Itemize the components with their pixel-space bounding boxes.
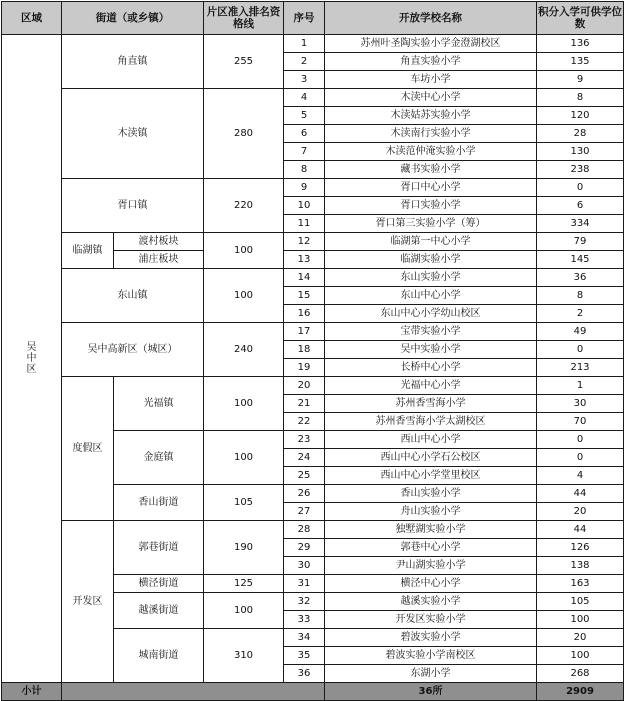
index-cell: 25 [284, 467, 325, 485]
cutoff-cell: 125 [204, 575, 284, 593]
index-cell: 24 [284, 449, 325, 467]
index-cell: 34 [284, 629, 325, 647]
cutoff-cell: 310 [204, 629, 284, 683]
subtotal-schools: 36所 [325, 683, 537, 701]
cutoff-cell: 240 [204, 323, 284, 377]
quota-cell: 135 [537, 53, 624, 71]
quota-cell: 6 [537, 197, 624, 215]
header-index: 序号 [284, 2, 325, 35]
table-row [2, 269, 624, 287]
school-cell: 临湖实验小学 [325, 251, 537, 269]
index-cell: 13 [284, 251, 325, 269]
quota-cell: 2 [537, 305, 624, 323]
school-cell: 西山中心小学堂里校区 [325, 467, 537, 485]
index-cell: 22 [284, 413, 325, 431]
school-cell: 长桥中心小学 [325, 359, 537, 377]
school-cell: 香山实验小学 [325, 485, 537, 503]
quota-cell: 8 [537, 287, 624, 305]
index-cell: 36 [284, 665, 325, 683]
table-row [2, 521, 624, 539]
region-char: 中 [26, 353, 37, 364]
school-cell: 郭巷中心小学 [325, 539, 537, 557]
table-row [2, 35, 624, 53]
school-cell: 碧波实验小学南校区 [325, 647, 537, 665]
cutoff-cell: 100 [204, 593, 284, 629]
table-row [2, 323, 624, 341]
substreet-cell: 香山街道 [114, 485, 204, 521]
index-cell: 18 [284, 341, 325, 359]
quota-cell: 130 [537, 143, 624, 161]
street-cell: 胥口镇 [62, 179, 204, 233]
table-row [2, 89, 624, 107]
quota-cell: 0 [537, 431, 624, 449]
cutoff-cell: 105 [204, 485, 284, 521]
quota-cell: 8 [537, 89, 624, 107]
subtotal-quota: 2909 [537, 683, 624, 701]
quota-cell: 20 [537, 629, 624, 647]
quota-cell: 145 [537, 251, 624, 269]
header-street: 街道（或乡镇） [62, 2, 204, 35]
quota-cell: 163 [537, 575, 624, 593]
street-cell: 吴中高新区（城区） [62, 323, 204, 377]
table-row [2, 377, 624, 395]
school-cell: 木渎姑苏实验小学 [325, 107, 537, 125]
school-cell: 开发区实验小学 [325, 611, 537, 629]
cutoff-cell: 100 [204, 233, 284, 269]
header-quota: 积分入学可供学位数 [537, 2, 624, 35]
school-cell: 车坊小学 [325, 71, 537, 89]
index-cell: 14 [284, 269, 325, 287]
index-cell: 9 [284, 179, 325, 197]
quota-cell: 36 [537, 269, 624, 287]
school-cell: 胥口第三实验小学（筹） [325, 215, 537, 233]
school-cell: 藏书实验小学 [325, 161, 537, 179]
school-cell: 东山中心小学幼山校区 [325, 305, 537, 323]
index-cell: 1 [284, 35, 325, 53]
region-char: 区 [26, 364, 37, 375]
index-cell: 33 [284, 611, 325, 629]
index-cell: 10 [284, 197, 325, 215]
header-cutoff: 片区准入排名资格线 [204, 2, 284, 35]
street-cell: 开发区 [62, 521, 114, 683]
index-cell: 7 [284, 143, 325, 161]
school-cell: 东湖小学 [325, 665, 537, 683]
school-cell: 碧波实验小学 [325, 629, 537, 647]
substreet-cell: 城南街道 [114, 629, 204, 683]
quota-cell: 334 [537, 215, 624, 233]
quota-cell: 105 [537, 593, 624, 611]
school-cell: 苏州香雪海小学太湖校区 [325, 413, 537, 431]
street-cell: 木渎镇 [62, 89, 204, 179]
street-cell: 度假区 [62, 377, 114, 521]
quota-cell: 20 [537, 503, 624, 521]
quota-cell: 28 [537, 125, 624, 143]
index-cell: 30 [284, 557, 325, 575]
index-cell: 8 [284, 161, 325, 179]
cutoff-cell: 100 [204, 377, 284, 431]
school-cell: 胥口实验小学 [325, 197, 537, 215]
school-cell: 苏州香雪海小学 [325, 395, 537, 413]
quota-cell: 44 [537, 485, 624, 503]
school-cell: 尹山湖实验小学 [325, 557, 537, 575]
cutoff-cell: 255 [204, 35, 284, 89]
school-cell: 东山实验小学 [325, 269, 537, 287]
school-cell: 木渎范仲淹实验小学 [325, 143, 537, 161]
quota-cell: 70 [537, 413, 624, 431]
school-cell: 苏州叶圣陶实验小学金澄湖校区 [325, 35, 537, 53]
street-cell: 东山镇 [62, 269, 204, 323]
school-cell: 西山中心小学 [325, 431, 537, 449]
street-cell: 角直镇 [62, 35, 204, 89]
header-school: 开放学校名称 [325, 2, 537, 35]
quota-cell: 49 [537, 323, 624, 341]
quota-cell: 100 [537, 647, 624, 665]
quota-cell: 30 [537, 395, 624, 413]
school-cell: 胥口中心小学 [325, 179, 537, 197]
region-char: 吴 [26, 342, 37, 353]
substreet-cell: 浦庄板块 [114, 251, 204, 269]
quota-cell: 213 [537, 359, 624, 377]
quota-cell: 1 [537, 377, 624, 395]
index-cell: 5 [284, 107, 325, 125]
index-cell: 20 [284, 377, 325, 395]
subtotal-row [2, 683, 624, 701]
index-cell: 27 [284, 503, 325, 521]
region-cell [2, 35, 62, 683]
substreet-cell: 金庭镇 [114, 431, 204, 485]
table-row [2, 179, 624, 197]
school-cell: 宝带实验小学 [325, 323, 537, 341]
quota-cell: 136 [537, 35, 624, 53]
street-cell: 临湖镇 [62, 233, 114, 269]
quota-cell: 0 [537, 179, 624, 197]
subtotal-spacer [62, 683, 325, 701]
index-cell: 29 [284, 539, 325, 557]
index-cell: 32 [284, 593, 325, 611]
quota-cell: 100 [537, 611, 624, 629]
quota-cell: 138 [537, 557, 624, 575]
school-cell: 西山中心小学石公校区 [325, 449, 537, 467]
index-cell: 15 [284, 287, 325, 305]
substreet-cell: 横泾街道 [114, 575, 204, 593]
cutoff-cell: 100 [204, 431, 284, 485]
substreet-cell: 渡村板块 [114, 233, 204, 251]
quota-cell: 4 [537, 467, 624, 485]
index-cell: 35 [284, 647, 325, 665]
header-region: 区域 [2, 2, 62, 35]
school-cell: 临湖第一中心小学 [325, 233, 537, 251]
quota-cell: 126 [537, 539, 624, 557]
school-cell: 木渎中心小学 [325, 89, 537, 107]
cutoff-cell: 100 [204, 269, 284, 323]
school-cell: 横泾中心小学 [325, 575, 537, 593]
header-row [2, 2, 624, 35]
school-cell: 独墅湖实验小学 [325, 521, 537, 539]
school-cell: 东山中心小学 [325, 287, 537, 305]
index-cell: 4 [284, 89, 325, 107]
school-quota-table [1, 1, 624, 701]
quota-cell: 0 [537, 449, 624, 467]
index-cell: 28 [284, 521, 325, 539]
quota-cell: 120 [537, 107, 624, 125]
index-cell: 17 [284, 323, 325, 341]
cutoff-cell: 190 [204, 521, 284, 575]
substreet-cell: 郭巷街道 [114, 521, 204, 575]
substreet-cell: 越溪街道 [114, 593, 204, 629]
index-cell: 21 [284, 395, 325, 413]
quota-cell: 0 [537, 341, 624, 359]
quota-cell: 238 [537, 161, 624, 179]
index-cell: 2 [284, 53, 325, 71]
subtotal-label: 小计 [2, 683, 62, 701]
index-cell: 3 [284, 71, 325, 89]
school-cell: 角直实验小学 [325, 53, 537, 71]
quota-cell: 79 [537, 233, 624, 251]
index-cell: 19 [284, 359, 325, 377]
index-cell: 31 [284, 575, 325, 593]
quota-cell: 268 [537, 665, 624, 683]
school-cell: 木渎南行实验小学 [325, 125, 537, 143]
school-cell: 越溪实验小学 [325, 593, 537, 611]
index-cell: 6 [284, 125, 325, 143]
index-cell: 23 [284, 431, 325, 449]
index-cell: 16 [284, 305, 325, 323]
index-cell: 11 [284, 215, 325, 233]
index-cell: 26 [284, 485, 325, 503]
substreet-cell: 光福镇 [114, 377, 204, 431]
quota-cell: 44 [537, 521, 624, 539]
school-cell: 吴中实验小学 [325, 341, 537, 359]
school-cell: 光福中心小学 [325, 377, 537, 395]
table-row [2, 233, 624, 251]
index-cell: 12 [284, 233, 325, 251]
school-cell: 舟山实验小学 [325, 503, 537, 521]
cutoff-cell: 280 [204, 89, 284, 179]
quota-cell: 9 [537, 71, 624, 89]
cutoff-cell: 220 [204, 179, 284, 233]
